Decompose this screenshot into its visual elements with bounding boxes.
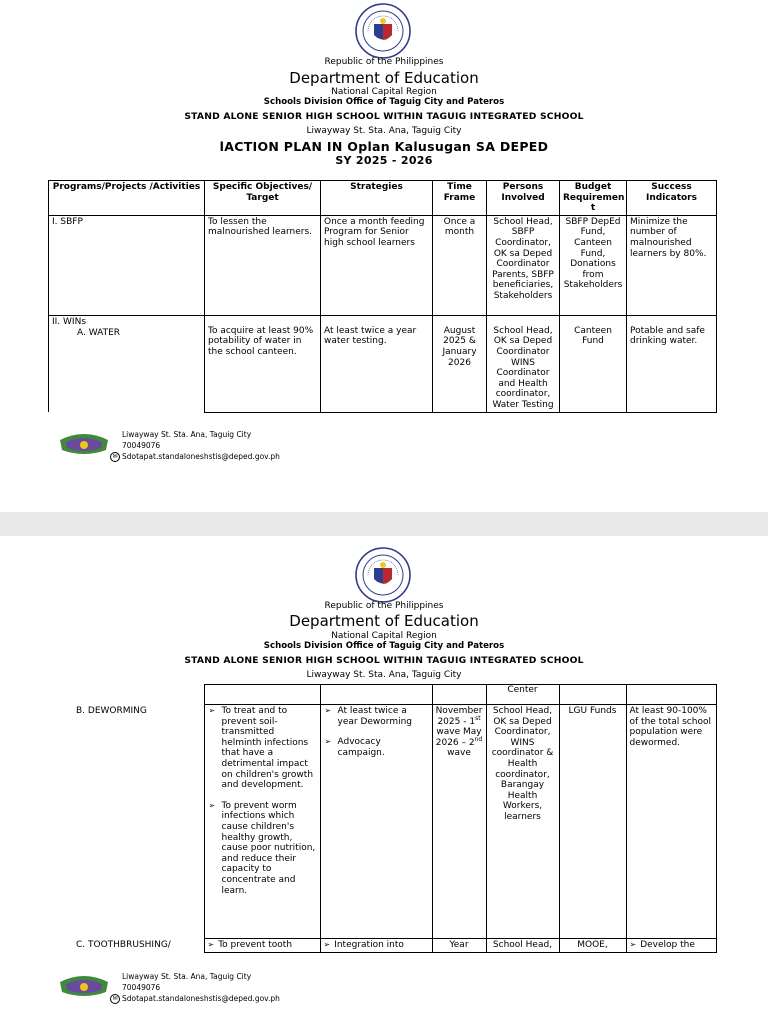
row-budget: MOOE, [559,939,626,953]
header-programs: Programs/Projects /Activities [49,181,205,216]
row-persons: School Head, [486,939,559,953]
row-indicator: ➢ Develop the [626,939,716,953]
row-program: I. SBFP [49,215,205,315]
row-objective: ➢ To prevent tooth [204,939,320,953]
department-title: Department of Education [289,612,479,630]
row-persons: School Head, OK sa Deped Coordinator, WINS coordinator & Health coordinator, Barangay Health Workers, learners [486,705,559,939]
action-plan-table-continued [48,684,717,953]
arrow-bullet-icon: ➢ [629,940,637,949]
deped-seal-icon [354,2,412,60]
division-line: Schools Division Office of Taguig City and Pateros [263,641,505,651]
republic-line: Republic of the Philippines [324,57,444,67]
department-title: Department of Education [289,69,479,87]
row-objective: To acquire at least 90% potability of water in the school canteen. [205,315,321,412]
row-time-frame: Once a month [433,215,487,315]
republic-line: Republic of the Philippines [324,601,444,611]
table-row [49,315,717,412]
footer-phone: 70049076 [122,441,161,450]
row-strategy [320,705,432,939]
row-time-frame: November 2025 - 1st wave May 2026 – 2nd wave [432,705,486,939]
arrow-bullet-icon: ➢ [324,706,332,715]
table-row [49,215,717,315]
header-persons: Persons Involved [487,181,560,216]
program-wins: II. WINs [52,316,87,327]
arrow-bullet-icon: ➢ [324,737,332,747]
action-plan-title: lACTION PLAN IN Oplan Kalusugan SA DEPED [219,139,549,154]
region-line: National Capital Region [331,87,437,97]
header-budget: Budget Requiremen t [560,181,627,216]
arrow-bullet-icon: ➢ [208,706,216,715]
school-name: STAND ALONE SENIOR HIGH SCHOOL WITHIN TAGUIG INTEGRATED SCHOOL [184,655,584,666]
table-header-row [49,181,717,216]
footer-address: Liwayway St. Sta. Ana, Taguig City [122,972,252,981]
row-strategy: Once a month feeding Program for Senior high school learners [321,215,433,315]
header-time-frame: Time Frame [433,181,487,216]
row-indicator: Minimize the number of malnourished learners by 80%. [627,215,717,315]
row-time-frame: Year [432,939,486,953]
row-strategy: At least twice a year water testing. [321,315,433,412]
school-year: SY 2025 - 2026 [335,154,433,167]
row-time-frame: August 2025 & January 2026 [433,315,487,412]
school-name: STAND ALONE SENIOR HIGH SCHOOL WITHIN TAGUIG INTEGRATED SCHOOL [184,111,584,122]
row-objective: To lessen the malnourished learners. [205,215,321,315]
arrow-bullet-icon: ➢ [323,940,331,949]
division-line: Schools Division Office of Taguig City and Pateros [263,97,505,107]
region-line: National Capital Region [331,631,437,641]
row-budget: Canteen Fund [560,315,627,412]
school-address: Liwayway St. Sta. Ana, Taguig City [306,670,462,680]
footer-address: Liwayway St. Sta. Ana, Taguig City [122,430,252,439]
email-icon: ✉ [110,452,120,462]
page-footer [56,968,356,1004]
footer-email[interactable]: Sdotapat.standaloneshstis@deped.gov.ph [122,452,280,461]
row-program [49,315,205,412]
table-row-continued [48,685,716,705]
strategy-item: ➢ Advocacy campaign. [324,737,385,758]
page-footer [56,426,356,462]
row-program: B. DEWORMING [48,705,204,939]
row-objective [204,705,320,939]
school-address: Liwayway St. Sta. Ana, Taguig City [306,126,462,136]
footer-email[interactable]: Sdotapat.standaloneshstis@deped.gov.ph [122,994,280,1003]
header-indicators: Success Indicators [627,181,717,216]
footer-phone: 70049076 [122,983,161,992]
school-logo-icon [56,428,112,460]
row-indicator: Potable and safe drinking water. [627,315,717,412]
row-strategy: ➢ Integration into [320,939,432,953]
header-objectives: Specific Objectives/ Target [205,181,321,216]
document-page-2 [0,536,768,1024]
row-budget: SBFP DepEd Fund, Canteen Fund, Donations from Stakeholders [560,215,627,315]
arrow-bullet-icon: ➢ [208,800,216,810]
action-plan-table [48,180,717,413]
deped-seal-icon [354,546,412,604]
objective-item: ➢ To prevent worm infections which cause children's healthy growth, cause poor nutrition, and reduce their capacity to concentrate and learn. [208,800,316,896]
table-row [48,705,716,939]
subprogram-water: A. WATER [77,328,121,339]
header-strategies: Strategies [321,181,433,216]
row-persons: School Head, SBFP Coordinator, OK sa Deped Coordinator Parents, SBFP beneficiaries, Stakeholders [487,215,560,315]
row-persons: Center [486,685,559,705]
row-indicator: At least 90-100% of the total school population were dewormed. [626,705,716,939]
row-program: C. TOOTHBRUSHING/ [48,939,204,953]
email-icon: ✉ [110,994,120,1004]
table-row [48,939,716,953]
objective-item: ➢ To treat and to prevent soil-transmitted helminth infections that have a detrimental impact on children's growth and development. [208,706,314,791]
school-logo-icon [56,970,112,1002]
row-budget: LGU Funds [559,705,626,939]
row-persons: School Head, OK sa Deped Coordinator WINS Coordinator and Health coordinator, Water Testing [487,315,560,412]
strategy-item: ➢ At least twice a year Deworming [324,706,413,727]
arrow-bullet-icon: ➢ [207,940,215,949]
